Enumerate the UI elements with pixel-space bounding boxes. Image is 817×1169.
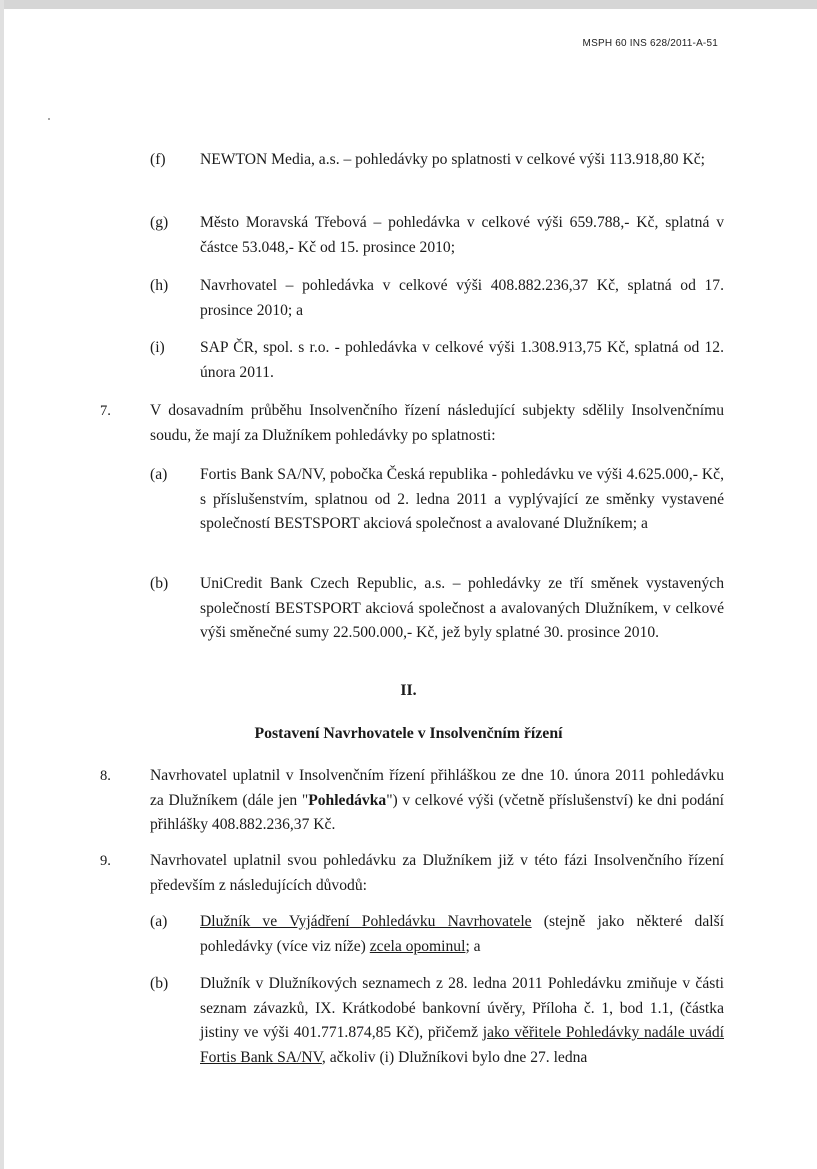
paragraph-7-b-text: UniCredit Bank Czech Republic, a.s. – pohledávky ze tří směnek vystavených společností BESTSPORT akciová společnost a avalovaných Dlužníkem, v celkové výši směnečné sumy 22.500.000,- Kč, jež byly splatné 30. prosince 2010. — [200, 575, 724, 641]
paragraph-8-text-end: ") v celkové výši (včetně příslušenství) ke dni podání přihlášky 408.882.236,37 Kč. — [150, 791, 724, 833]
list-item-i-text: SAP ČR, spol. s r.o. - pohledávka v celkové výši 1.308.913,75 Kč, splatná od 12. února 2011. — [200, 339, 724, 381]
scan-speck — [48, 118, 50, 120]
list-item-h-text: Navrhovatel – pohledávka v celkové výši 408.882.236,37 Kč, splatná od 17. prosince 2010; a — [200, 277, 724, 319]
paragraph-8-text — [150, 764, 724, 838]
list-item-i-label: (i) — [150, 339, 165, 356]
list-item-f-label: (f) — [150, 151, 166, 168]
list-item-f-text: NEWTON Media, a.s. – pohledávky po splatnosti v celkové výši 113.918,80 Kč; — [200, 151, 705, 168]
text-run: , ačkoliv (i) Dlužníkovi bylo dne 27. ledna — [321, 1048, 588, 1066]
paragraph-8-text-start: Navrhovatel uplatnil v Insolvenčním řízení přihláškou ze dne 10. února 2011 pohledávku za Dlužníkem (dále jen " — [150, 767, 724, 809]
defined-term-pohledavka: Pohledávka — [308, 791, 387, 809]
paragraph-9-number: 9. — [100, 853, 111, 869]
paragraph-7-b-label: (b) — [150, 575, 169, 592]
list-item-g-text: Město Moravská Třebová – pohledávka v celkové výši 659.788,- Kč, splatná v částce 53.048,- Kč od 15. prosince 2010; — [200, 214, 724, 256]
underlined-phrase: Dlužník ve Vyjádření Pohledávku Navrhovatele — [200, 913, 532, 930]
underlined-phrase: zcela opominul — [369, 937, 466, 955]
text-run: ; a — [465, 937, 481, 955]
paragraph-9-a-text — [200, 910, 724, 959]
paragraph-8-number: 8. — [100, 768, 111, 784]
list-item-g-label: (g) — [150, 214, 169, 231]
paragraph-9-a-label: (a) — [150, 913, 168, 930]
paragraph-7-number: 7. — [100, 403, 111, 419]
paragraph-9-text: Navrhovatel uplatnil svou pohledávku za Dlužníkem již v této fázi Insolvenčního řízení především z následujících důvodů: — [150, 852, 724, 894]
text-run: (stejně jako některé další pohledávky (více viz níže) — [200, 913, 725, 955]
list-item-h-label: (h) — [150, 277, 169, 294]
document-reference: MSPH 60 INS 628/2011-A-51 — [582, 38, 718, 49]
underlined-phrase: jako věřitele Pohledávky nadále uvádí Fortis Bank SA/NV — [200, 1024, 725, 1066]
section-number: II. — [400, 682, 417, 699]
paragraph-7-text: V dosavadním průběhu Insolvenčního řízení následující subjekty sdělily Insolvenčnímu soudu, že mají za Dlužníkem pohledávky po splatnosti: — [150, 402, 724, 444]
paragraph-9-b-text — [200, 972, 724, 1070]
section-title: Postavení Navrhovatele v Insolvenčním řízení — [254, 725, 563, 742]
paragraph-7-a-text: Fortis Bank SA/NV, pobočka Česká republika - pohledávku ve výši 4.625.000,- Kč, s příslušenstvím, splatnou od 2. ledna 2011 a vyplývající ze směnky vystavené společností BESTSPORT akciová společnost a avalované Dlužníkem; a — [200, 466, 724, 532]
text-run: Dlužník v Dlužníkových seznamech z 28. ledna 2011 Pohledávku zmiňuje v části seznam závazků, IX. Krátkodobé bankovní úvěry, Příloha č. 1, bod 1.1, (částka jistiny ve výši 401.771.874,85 Kč), přičemž — [200, 975, 724, 1041]
paragraph-7-a-label: (a) — [150, 466, 168, 483]
paragraph-9-b-label: (b) — [150, 975, 169, 992]
